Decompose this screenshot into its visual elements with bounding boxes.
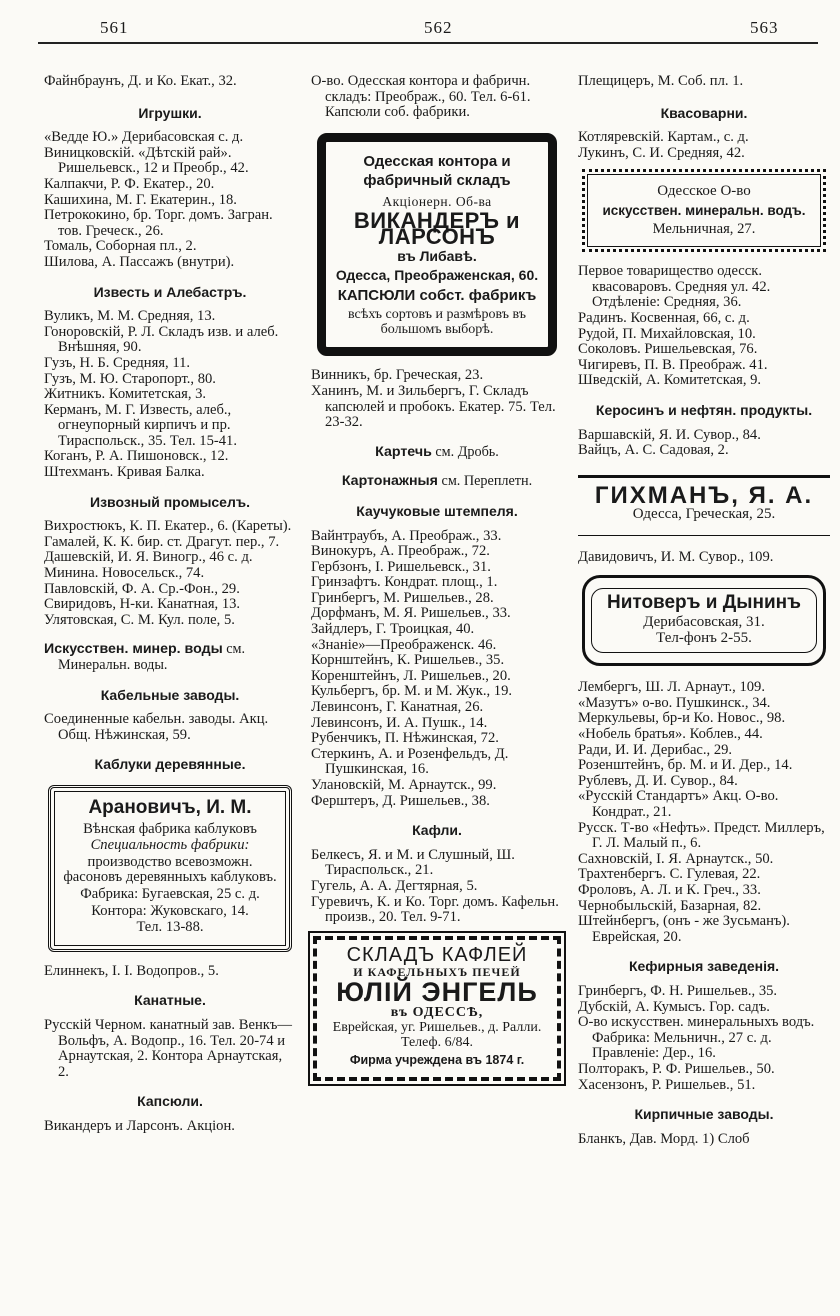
listing-entry: Викандеръ и Ларсонъ. Акціон.	[44, 1117, 235, 1134]
ad-line: Тел. 13-88.	[136, 919, 204, 936]
listing-entry: «Русскій Стандартъ» Акц. О-во. Кондрат., 21.	[578, 788, 779, 820]
listing-entry: Рудой, П. Михайловская, 10.	[578, 325, 756, 342]
listing-entry: Меркульевы, бр-и Ко. Новос., 98.	[578, 710, 786, 727]
ad-company-name: ВИКАНДЕРЪ и ЛАРСОНЪ	[353, 208, 521, 249]
section-heading-tiles: Кафли.	[412, 822, 462, 839]
listing-entry: Кашихина, М. Г. Екатерин., 18.	[44, 191, 237, 208]
listing-entry: О-во искусствен. минеральныхъ водъ. Фабрика: Мельничн., 27 с. д. Правленіе: Дер., 16.	[578, 1014, 815, 1062]
ad-company-name: Арановичъ, И. М.	[88, 796, 252, 818]
advertisement-aranovich	[48, 785, 292, 952]
list-kvass	[578, 130, 830, 161]
listing-entry: Ради, И. И. Дерибас., 29.	[578, 741, 733, 758]
listing-entry: Рубенчикъ, П. Нѣжинская, 72.	[311, 730, 499, 747]
ad-line: въ ОДЕССѢ,	[390, 1004, 484, 1020]
advertisement-wikander-larson	[317, 133, 557, 357]
cross-reference-target: см. Дробь.	[431, 443, 499, 460]
listing-entry: Гамалей, К. К. бир. ст. Драгут. пер., 7.	[44, 533, 280, 550]
listing-entry: Белкесъ, Я. и М. и Слушный, Ш. Тираспольск., 21.	[311, 846, 515, 879]
listing-entry: Вихростюкъ, К. П. Екатер., 6. (Кареты).	[44, 518, 292, 535]
list-lime	[44, 309, 296, 481]
listing-entry: Розенштейнъ, бр. М. и И. Дер., 14.	[578, 757, 793, 774]
listing-entry: Гугель, А. А. Дегтярная, 5.	[311, 877, 478, 894]
listing-entry: Зайдлеръ, Г. Троицкая, 40.	[311, 621, 475, 638]
listing-entry: Петрококино, бр. Торг. домъ. Загран. тов. Греческ., 26.	[44, 207, 273, 239]
listing-entry: Варшавскій, Я. И. Сувор., 84.	[578, 426, 761, 443]
list-kefir	[578, 984, 830, 1093]
section-heading-cab: Извозный промыселъ.	[90, 493, 250, 510]
ad-line: Специальность фабрики:	[90, 837, 250, 854]
listing-entry: Лукинъ, С. И. Средняя, 42.	[578, 144, 745, 161]
ad-line: И КАФЕЛЬНЫХЪ ПЕЧЕЙ	[353, 965, 521, 980]
ad-address: Одесса, Преображенская, 60.	[335, 267, 539, 284]
section-heading-cable: Кабельные заводы.	[100, 686, 240, 703]
listing-entry: Сахновскій, І. Я. Арнаутск., 50.	[578, 850, 774, 867]
ad-phone: Тел-фонъ 2-55.	[656, 629, 752, 646]
listing-entry: Файнбраунъ, Д. и Ко. Екат., 32.	[44, 73, 237, 89]
listing-entry: Житникъ. Комитетская, 3.	[44, 386, 207, 403]
listing-entry: Винникъ, бр. Греческая, 23.	[311, 367, 484, 384]
column-right	[578, 74, 830, 1147]
list-caps	[44, 1119, 296, 1135]
list-caps-more	[311, 368, 563, 430]
ad-company-name: ЮЛІЙ ЭНГЕЛЬ	[336, 976, 538, 1007]
ad-address: Мельничная, 27.	[652, 220, 756, 237]
listing-entry: Коренштейнъ, Л. Ришельев., 20.	[311, 667, 511, 684]
cross-reference-target: см. Минеральн. воды.	[58, 641, 246, 673]
listing-entry: Коганъ, Р. А. Пишоновск., 12.	[44, 448, 229, 465]
list-toys	[44, 130, 296, 270]
ad-line: Фабрика: Бугаевская, 25 с. д.	[80, 885, 260, 902]
listing-entry: «Нобель братья». Коблев., 44.	[578, 726, 763, 743]
section-heading-ropes: Канатные.	[134, 992, 206, 1009]
listing-entry: Фроловъ, А. Л. и К. Греч., 33.	[578, 881, 761, 898]
listing-entry: Вайцъ, А. С. Садовая, 2.	[578, 442, 729, 459]
listing-entry: Ферштеръ, Д. Ришельев., 38.	[311, 792, 490, 809]
section-heading-caps: Капсюли.	[137, 1093, 203, 1110]
listing-entry: Радинъ. Косвенная, 66, с. д.	[578, 309, 750, 326]
listing-entry: Трахтенбергъ. С. Гулевая, 22.	[578, 866, 761, 883]
cross-reference-target: см. Переплетн.	[437, 473, 533, 490]
listing-entry: Стеркинъ, А. и Розенфельдъ, Д. Пушкинская, 16.	[311, 745, 509, 778]
ad-company-name: ГИХМАНЪ, Я. А.	[594, 481, 814, 509]
listing-entry: Русск. Т-во «Нефть». Предст. Миллеръ, Г. Л. Малый п., 6.	[578, 819, 825, 852]
listing-entry: Дубскій, А. Кумысъ. Гор. садъ.	[578, 998, 770, 1015]
listing-entry: Котляревскій. Картам., с. д.	[578, 129, 749, 146]
listing-entry: Гуревичъ, К. и Ко. Торг. домъ. Кафельн. произв., 20. Тел. 9-71.	[311, 893, 559, 926]
listing-entry: Чернобыльскій, Базарная, 82.	[578, 897, 762, 914]
advertisement-engel	[313, 936, 561, 1081]
listing-entry: «Ведде Ю.» Дерибасовская с. д.	[44, 129, 244, 146]
listing-entry: Дорфманъ, М. Я. Ришельев., 33.	[311, 605, 511, 622]
ad-line: Акціонерн. Об-ва	[382, 193, 492, 209]
listing-entry: Гоноровскій, Р. Л. Складъ изв. и алеб. Внѣшняя, 90.	[44, 323, 279, 356]
section-heading-toys: Игрушки.	[138, 104, 202, 121]
listing-entry: Вайнтраубъ, А. Преображ., 33.	[311, 527, 502, 544]
advertisement-kitover-dynin	[582, 575, 826, 666]
listing-entry: Чигиревъ, П. В. Преображ. 41.	[578, 356, 768, 373]
cross-reference-term: Картечь	[375, 443, 432, 460]
page-number-center: 562	[424, 18, 453, 37]
ad-address: Одесса, Греческая, 25.	[632, 506, 776, 523]
listing-entry: Корнштейнъ, К. Ришельев., 35.	[311, 652, 505, 669]
listing-entry: Керманъ, М. Г. Известь, алеб., огнеупорный кирпичъ и пр. Тираспольск., 35. Тел. 15-41.	[44, 401, 237, 449]
listing-entry: Гузъ, М. Ю. Старопорт., 80.	[44, 370, 216, 387]
listing-entry: Калпакчи, Р. Ф. Екатер., 20.	[44, 175, 215, 192]
listing-entry: О-во. Одесская контора и фабричн. складъ: Преображ., 60. Тел. 6-61. Капсюли соб. фабрики.	[311, 73, 531, 121]
list-cable	[44, 712, 296, 743]
listing-entry: Кульбергъ, бр. М. и М. Жук., 19.	[311, 683, 513, 700]
listing-entry: Полторакъ, Р. Ф. Ришельев., 50.	[578, 1060, 775, 1077]
page-number-left: 561	[100, 18, 129, 37]
listing-entry: Бланкъ, Дав. Морд. 1) Слоб	[578, 1130, 750, 1147]
listing-entry: Гузъ, Н. Б. Средняя, 11.	[44, 354, 191, 371]
ad-line: всѣхъ сортовъ и размѣровъ въ большомъ выборѣ.	[347, 307, 526, 338]
listing-entry: Елиннекъ, І. І. Водопров., 5.	[44, 962, 219, 979]
listing-entry: Гринбергъ, М. Ришельев., 28.	[311, 589, 494, 606]
listing-entry: Хасензонъ, Р. Ришельев., 51.	[578, 1076, 756, 1093]
list-tiles	[311, 848, 563, 926]
section-heading-kerosene: Керосинъ и нефтян. продукты.	[595, 401, 813, 418]
cross-reference-buckshot	[311, 445, 563, 461]
ad-line: Одесское О-во	[657, 183, 751, 200]
listing-entry: Вуликъ, М. М. Средняя, 13.	[44, 308, 216, 325]
list-stamps	[311, 529, 563, 810]
listing-entry: Гринбергъ, Ф. Н. Ришельев., 35.	[578, 982, 778, 999]
section-heading-stamps: Каучуковые штемпеля.	[356, 502, 518, 519]
listing-entry: Дашевскій, И. Я. Виногр., 46 с. д.	[44, 549, 253, 566]
list-ropes	[44, 1018, 296, 1080]
ad-line: производство всевозможн. фасоновъ деревянныхъ каблуковъ.	[63, 853, 277, 886]
listing-entry: Штехманъ. Кривая Балка.	[44, 464, 205, 481]
ad-line: Фирма учреждена въ 1874 г.	[349, 1053, 525, 1068]
ad-line: Вѣнская фабрика каблуковъ	[83, 820, 257, 837]
listing-entry: Гринзафтъ. Кондрат. площ., 1.	[311, 574, 498, 591]
list-brick	[578, 1132, 830, 1148]
listing-entry: Томаль, Соборная пл., 2.	[44, 238, 197, 255]
listing-entry: Минина. Новосельск., 74.	[44, 565, 205, 582]
section-heading-kefir: Кефирныя заведенія.	[628, 958, 780, 975]
listing-entry: «Знаніе»—Преображенск. 46.	[311, 636, 497, 653]
listing-entry: Шилова, А. Пассажъ (внутри).	[44, 253, 235, 270]
advertisement-gikhman	[578, 475, 830, 536]
ad-line: Контора: Жуковскаго, 14.	[91, 902, 249, 919]
listing-entry: Плещицеръ, М. Соб. пл. 1.	[578, 73, 744, 89]
listing-entry: Русскій Черном. канатный зав. Венкъ—Вольфъ, А. Водопр., 16. Тел. 20-74 и Арнаутская, 2. Контора Арнаутская, 2.	[44, 1016, 292, 1080]
column-left	[44, 74, 296, 1134]
listing-entry: Давидовичъ, И. М. Сувор., 109.	[578, 548, 774, 565]
listing-entry: Виницковскій. «Дѣтскій рай». Ришельевск., 12 и Преобр., 42.	[44, 144, 249, 177]
page-numbers	[0, 18, 840, 42]
page-number-right: 563	[750, 18, 779, 37]
column-center	[311, 74, 563, 1091]
listing-entry: Штейнбергъ, (онъ - же Зусьманъ). Еврейская, 20.	[578, 913, 790, 945]
ad-line: СКЛАДЪ КАФЛЕЙ	[346, 943, 528, 966]
listing-entry: Соколовъ. Ришельевская, 76.	[578, 341, 758, 358]
section-heading-heels: Каблуки деревянные.	[94, 756, 246, 773]
listing-entry: Улятовская, С. М. Кул. поле, 5.	[44, 611, 235, 628]
listing-entry: «Мазутъ» о-во. Пушкинск., 34.	[578, 694, 771, 711]
list-kvass-more	[578, 264, 830, 389]
listing-entry: Свиридовъ, Н-ки. Канатная, 13.	[44, 596, 241, 613]
listing-entry: Рублевъ, Д. И. Сувор., 84.	[578, 772, 738, 789]
list-kerosene-more	[578, 680, 830, 945]
section-heading-kvass: Квасоварни.	[660, 104, 748, 121]
list-kerosene	[578, 428, 830, 459]
listing-entry: Шведскій, А. Комитетская, 9.	[578, 372, 762, 389]
cross-reference-cardboard	[311, 474, 563, 490]
ad-line: КАПСЮЛИ собст. фабрикъ	[337, 286, 537, 304]
list-cab	[44, 519, 296, 628]
ad-address: Еврейская, уг. Ришельев., д. Ралли. Телеф. 6/84.	[332, 1020, 542, 1051]
listing-entry: Левинсонъ, Г. Канатная, 26.	[311, 699, 484, 716]
ad-line: въ Либавѣ.	[397, 247, 477, 264]
advertisement-odessa-mineral-water	[582, 169, 826, 252]
listing-entry: Первое товарищество одесск. квасоваровъ. Средняя ул. 42. Отдѣленіе: Средняя, 36.	[578, 263, 771, 311]
list-caps-continued	[311, 74, 563, 121]
ad-address: Дерибасовская, 31.	[643, 614, 765, 631]
listing-entry: Соединенные кабельн. заводы. Акц. Общ. Нѣжинская, 59.	[44, 711, 269, 743]
listing-entry: Павловскій, Ф. А. Ср.-Фон., 29.	[44, 580, 240, 597]
ad-company-name: искусствен. минеральн. водъ.	[602, 202, 806, 218]
cross-reference-mineral-water	[44, 642, 296, 673]
listing-entry: Лембергъ, Ш. Л. Арнаут., 109.	[578, 679, 766, 696]
ad-company-name: Нитоверъ и Дынинъ	[607, 592, 801, 614]
listing-entry: Ханинъ, М. и Зильбергъ, Г. Складъ капсюлей и пробокъ. Екатер. 75. Тел. 23-32.	[311, 382, 556, 431]
listing-entry: Левинсонъ, И. А. Пушк., 14.	[311, 714, 488, 731]
cross-reference-term: Картонажныя	[341, 473, 438, 490]
ad-line: Одесская контора и фабричный складъ	[363, 152, 511, 189]
cross-reference-term: Искусствен. минер. воды	[44, 641, 223, 658]
listing-entry: Гербзонъ, І. Ришельевск., 31.	[311, 558, 491, 575]
header-rule	[38, 42, 818, 44]
listing-entry: Винокуръ, А. Преображ., 72.	[311, 543, 490, 560]
listing-entry: Улановскій, М. Арнаутск., 99.	[311, 777, 497, 793]
section-heading-lime: Известь и Алебастръ.	[93, 283, 247, 300]
ad-inner-frame	[591, 588, 817, 653]
section-heading-brick: Кирпичные заводы.	[634, 1106, 774, 1123]
